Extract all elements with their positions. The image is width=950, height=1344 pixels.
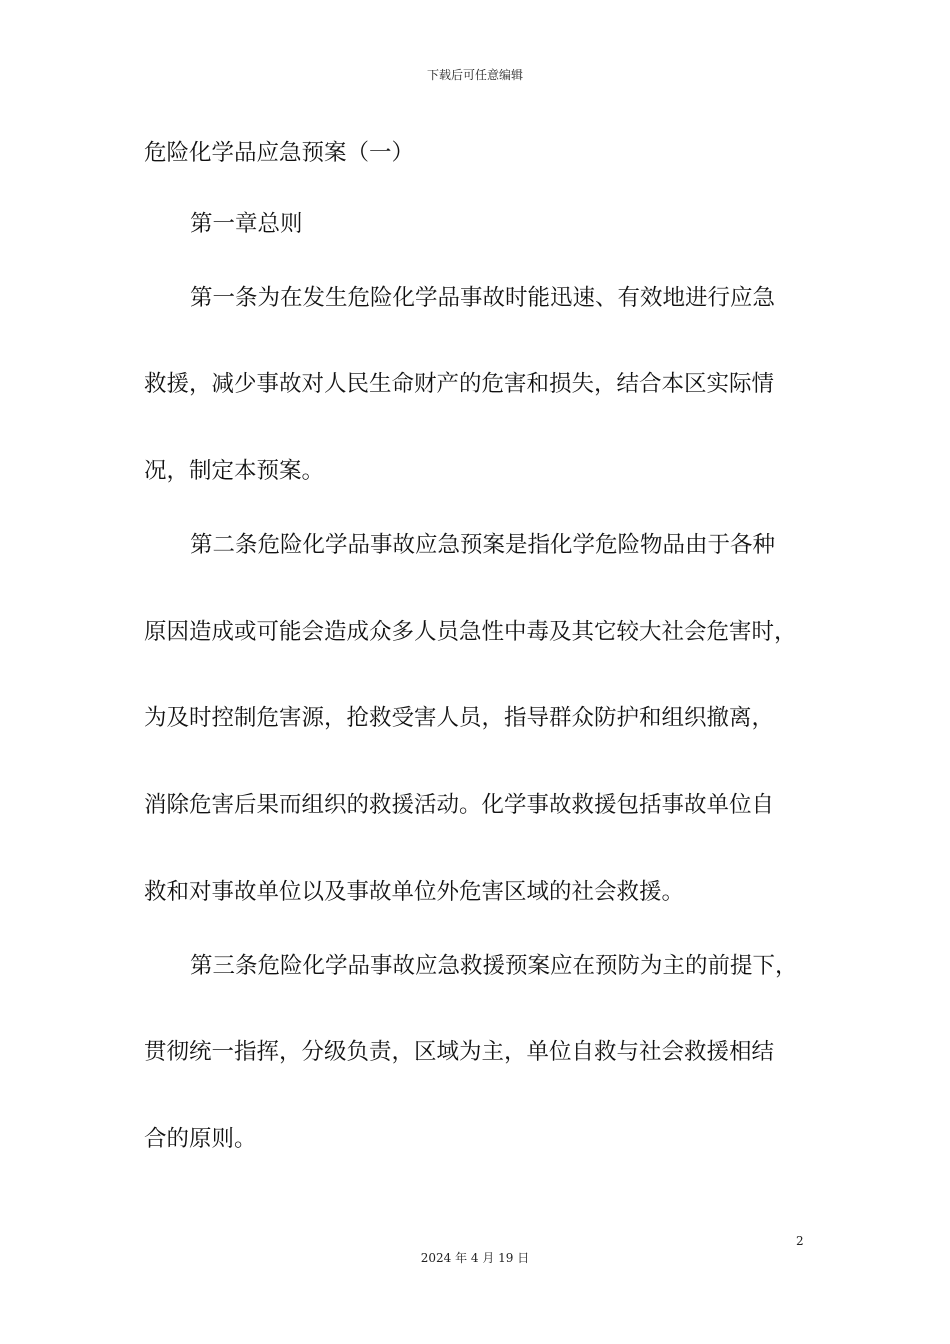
paragraph-line: 贯彻统一指挥，分级负责，区域为主，单位自救与社会救援相结	[144, 1039, 775, 1065]
page-header: 下载后可任意编辑	[426, 68, 523, 82]
chapter-heading: 第一章总则	[190, 211, 303, 237]
footer-date: 2024 年 4 月 19 日	[420, 1251, 530, 1265]
paragraph-line: 合的原则。	[144, 1126, 257, 1152]
page-number: 2	[796, 1234, 804, 1248]
paragraph-line: 第二条危险化学品事故应急预案是指化学危险物品由于各种	[190, 532, 776, 558]
paragraph-line: 第三条危险化学品事故应急救援预案应在预防为主的前提下，	[190, 953, 798, 979]
document-title: 危险化学品应急预案（一）	[144, 140, 415, 166]
paragraph-line: 况，制定本预案。	[144, 458, 325, 484]
paragraph-line: 原因造成或可能会造成众多人员急性中毒及其它较大社会危害时，	[144, 619, 797, 645]
paragraph-line: 消除危害后果而组织的救援活动。化学事故救援包括事故单位自	[144, 792, 775, 818]
paragraph-line: 第一条为在发生危险化学品事故时能迅速、有效地进行应急	[190, 285, 776, 311]
paragraph-line: 为及时控制危害源，抢救受害人员，指导群众防护和组织撤离，	[144, 705, 775, 731]
paragraph-line: 救和对事故单位以及事故单位外危害区域的社会救援。	[144, 879, 685, 905]
paragraph-line: 救援，减少事故对人民生命财产的危害和损失，结合本区实际情	[144, 371, 775, 397]
